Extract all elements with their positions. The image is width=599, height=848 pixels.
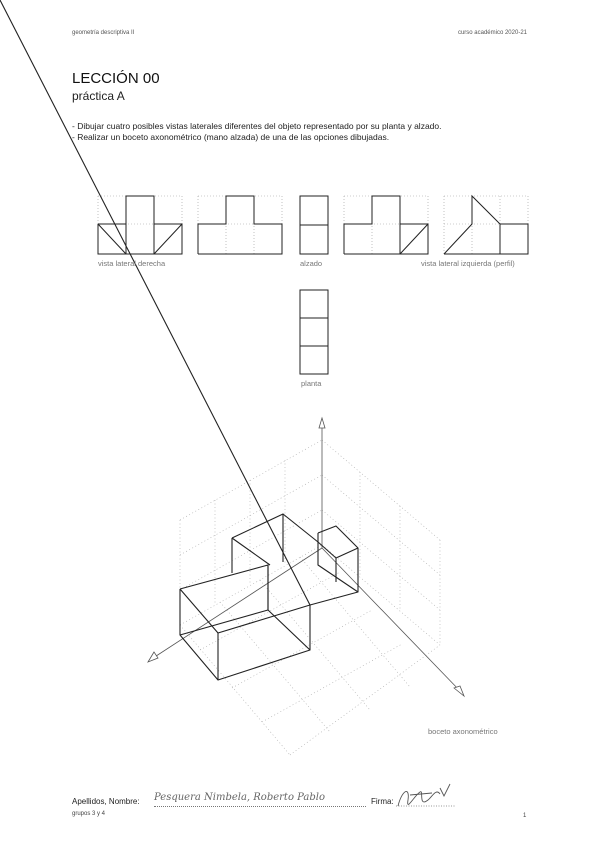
instruction-2: - Realizar un boceto axonométrico (mano alzada) de una de las opciones dibujadas. (72, 132, 390, 142)
caption-elevation: alzado (300, 259, 323, 268)
header-year: curso académico 2020-21 (457, 30, 527, 36)
header-course: geometría descriptiva II (72, 30, 135, 36)
caption-right-view: vista lateral derecha (98, 259, 166, 268)
caption-plan: planta (301, 379, 322, 388)
caption-left-view: vista lateral izquierda (perfil) (421, 259, 515, 268)
page-number: 1 (523, 813, 527, 819)
instruction-1: - Dibujar cuatro posibles vistas laterales diferentes del objeto representado por su planta y alzado. (72, 121, 442, 131)
name-label: Apellidos, Nombre: (72, 797, 140, 806)
caption-sketch: boceto axonométrico (428, 727, 498, 736)
page-title: LECCIÓN 00 (72, 70, 160, 87)
signature-label: Firma: (371, 797, 394, 806)
name-value: Pesquera Nimbela, Roberto Pablo (154, 792, 326, 803)
page-subtitle: práctica A (72, 89, 125, 103)
group-label: grupos 3 y 4 (72, 811, 106, 817)
